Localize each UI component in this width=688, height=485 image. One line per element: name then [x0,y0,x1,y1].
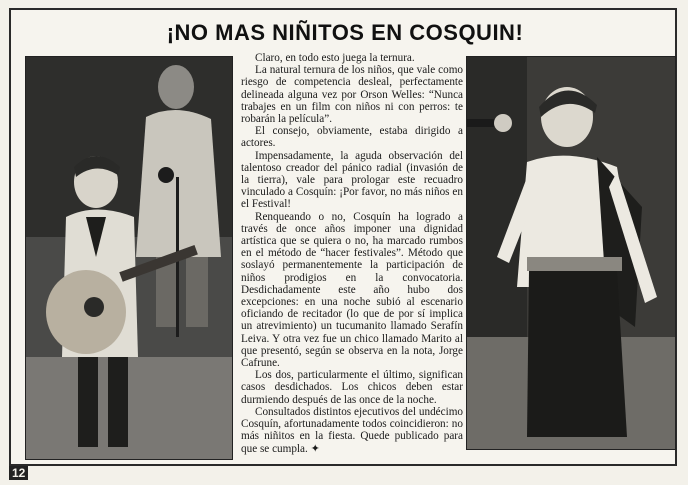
paragraph: Claro, en todo esto juega la ternura. [255,52,415,64]
paragraph: Renqueando o no, Cosquín ha logrado a través de once años imponer una dignidad artística que se quiera o no, ha marcado rumbos en el método de “hacer festivales”. Método que soslayó permanentemente la participación de niños prodigios en la convocatoria. Desdichadamente este año hubo dos excepciones: en una noche subió al escenario oficiando de recitador (lo que de por sí implica un atrevimiento) un tucumanito llamado Serafín Leiva. Y otra vez fue un chico llamado Marito al que presentó, según se observa en la nota, Jorge Cafrune. [241,210,463,370]
photo-boy-with-guitar [25,56,233,460]
paragraph: Impensadamente, la aguda observación del talentoso creador del pánico radial (invasión de la tierra), vale para prologar este recuadro vinculado a Cosquín: ¡Por favor, no más niños en el Festival! [241,149,463,211]
paragraph: Consultados distintos ejecutivos del undécimo Cosquín, afortunadamente todos coincidieron: no más niñitos en la fiesta. Quede publicado para que se cumpla. ✦ [241,405,463,455]
page-title: ¡NO MAS NIÑITOS EN COSQUIN! [166,20,524,45]
paragraph: La natural ternura de los niños, que vale como riesgo de competencia desleal, perfectamente delineada alguna vez por Orson Welles: “Nunca trabajes en un film con niños ni con perros: te robarán la película”. [241,64,463,126]
page-number: 12 [9,466,28,480]
article-body [241,52,463,455]
photo-boy-dancing [466,56,676,450]
page-frame [9,8,677,466]
paragraph: Los dos, particularmente el último, significan casos desdichados. Los chicos deben estar durmiendo después de las once de la noche. [241,369,463,406]
paragraph: El consejo, obviamente, estaba dirigido a actores. [241,125,463,150]
